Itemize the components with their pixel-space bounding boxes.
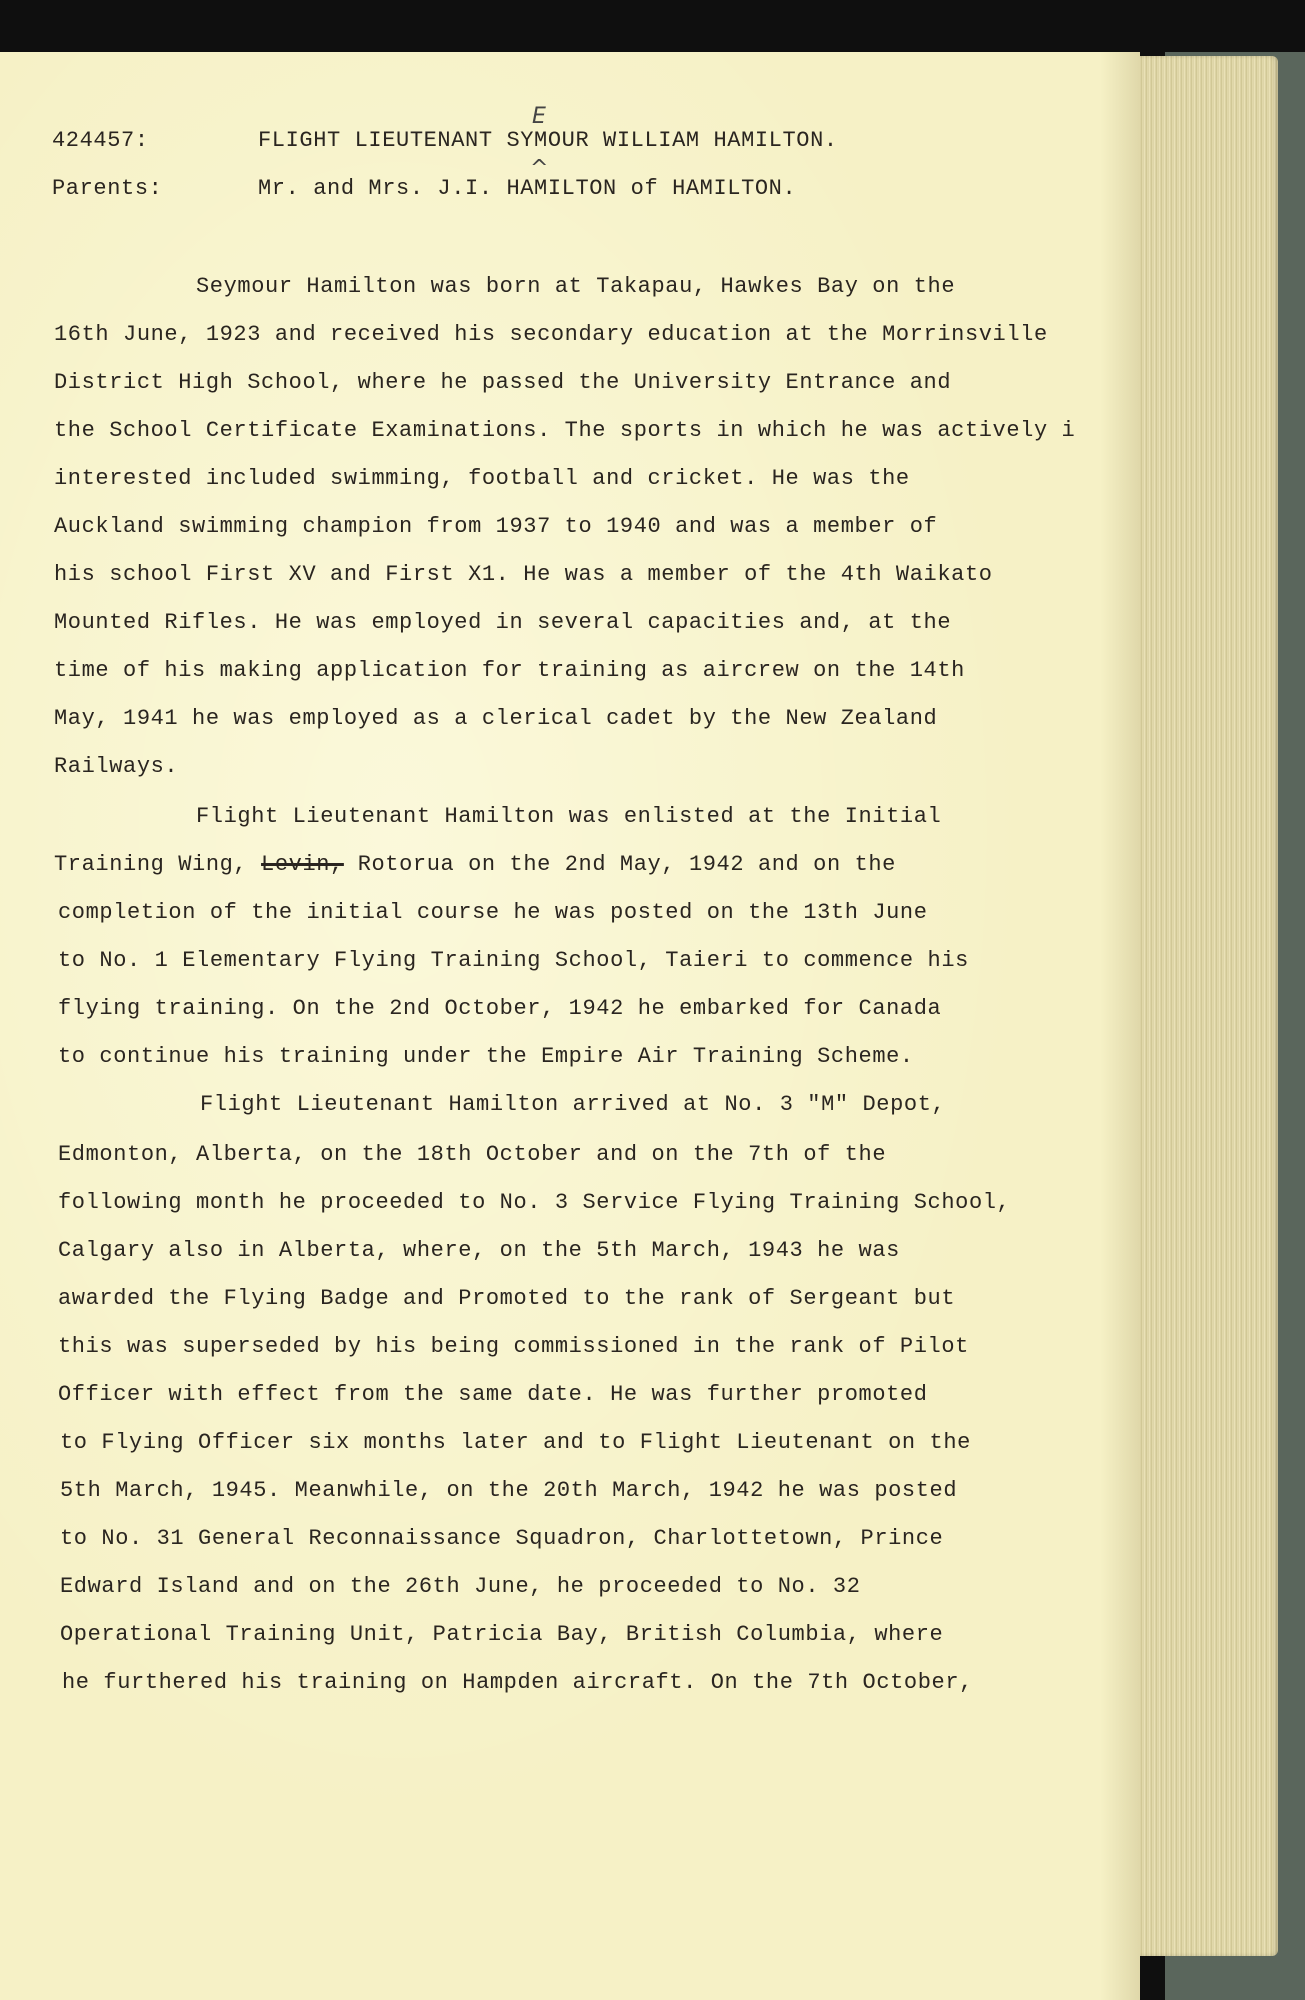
body-line: Seymour Hamilton was born at Takapau, Hawkes Bay on the	[196, 274, 956, 299]
body-line: this was superseded by his being commissioned in the rank of Pilot	[58, 1334, 969, 1359]
body-line-part: Training Wing,	[54, 852, 248, 877]
insert-mark: E	[532, 104, 546, 129]
body-line: Flight Lieutenant Hamilton was enlisted at the Initial	[196, 804, 942, 829]
body-line: 5th March, 1945. Meanwhile, on the 20th March, 1942 he was posted	[60, 1478, 958, 1503]
body-line: his school First XV and First X1. He was a member of the 4th Waikato	[54, 562, 993, 587]
body-line: Edmonton, Alberta, on the 18th October and on the 7th of the	[58, 1142, 887, 1167]
body-line: Auckland swimming champion from 1937 to 1940 and was a member of	[54, 514, 938, 539]
body-line-part: Rotorua on the 2nd May, 1942 and on the	[357, 852, 896, 877]
body-line: to continue his training under the Empire Air Training Scheme.	[58, 1044, 914, 1069]
body-line: District High School, where he passed the University Entrance and	[54, 370, 952, 395]
body-line: to No. 31 General Reconnaissance Squadron, Charlottetown, Prince	[60, 1526, 944, 1551]
body-line: Flight Lieutenant Hamilton arrived at No. 3 "M" Depot,	[200, 1092, 946, 1117]
page-edges	[1128, 56, 1278, 1956]
record-title: FLIGHT LIEUTENANT SYMOUR WILLIAM HAMILTON.	[258, 128, 838, 153]
parents-label: Parents:	[52, 176, 163, 201]
body-line: Officer with effect from the same date. He was further promoted	[58, 1382, 928, 1407]
body-line: awarded the Flying Badge and Promoted to the rank of Sergeant but	[58, 1286, 956, 1311]
body-line: Operational Training Unit, Patricia Bay, British Columbia, where	[60, 1622, 944, 1647]
spine-shadow	[1100, 52, 1140, 2000]
body-line: Edward Island and on the 26th June, he proceeded to No. 32	[60, 1574, 861, 1599]
body-line: following month he proceeded to No. 3 Service Flying Training School,	[58, 1190, 1011, 1215]
service-number: 424457:	[52, 128, 149, 153]
insert-caret: ^	[530, 156, 549, 181]
body-line: interested included swimming, football and cricket. He was the	[54, 466, 910, 491]
document-page	[0, 52, 1305, 2000]
paper-sheet	[0, 52, 1140, 2000]
body-line: Mounted Rifles. He was employed in several capacities and, at the	[54, 610, 952, 635]
body-line: the School Certificate Examinations. The sports in which he was actively i	[54, 418, 1076, 443]
body-line: 16th June, 1923 and received his secondary education at the Morrinsville	[54, 322, 1048, 347]
body-line: to Flying Officer six months later and to Flight Lieutenant on the	[60, 1430, 971, 1455]
body-line: May, 1941 he was employed as a clerical cadet by the New Zealand	[54, 706, 938, 731]
parents-value: Mr. and Mrs. J.I. HAMILTON of HAMILTON.	[258, 176, 797, 201]
body-line: Railways.	[54, 754, 179, 779]
body-line: completion of the initial course he was posted on the 13th June	[58, 900, 928, 925]
body-line: Calgary also in Alberta, where, on the 5th March, 1943 he was	[58, 1238, 900, 1263]
body-line-with-strike	[54, 852, 896, 877]
body-line: time of his making application for training as aircrew on the 14th	[54, 658, 965, 683]
body-line: he furthered his training on Hampden aircraft. On the 7th October,	[62, 1670, 973, 1695]
struck-word: Levin,	[261, 852, 344, 877]
body-line: flying training. On the 2nd October, 1942 he embarked for Canada	[58, 996, 942, 1021]
body-line: to No. 1 Elementary Flying Training School, Taieri to commence his	[58, 948, 969, 973]
